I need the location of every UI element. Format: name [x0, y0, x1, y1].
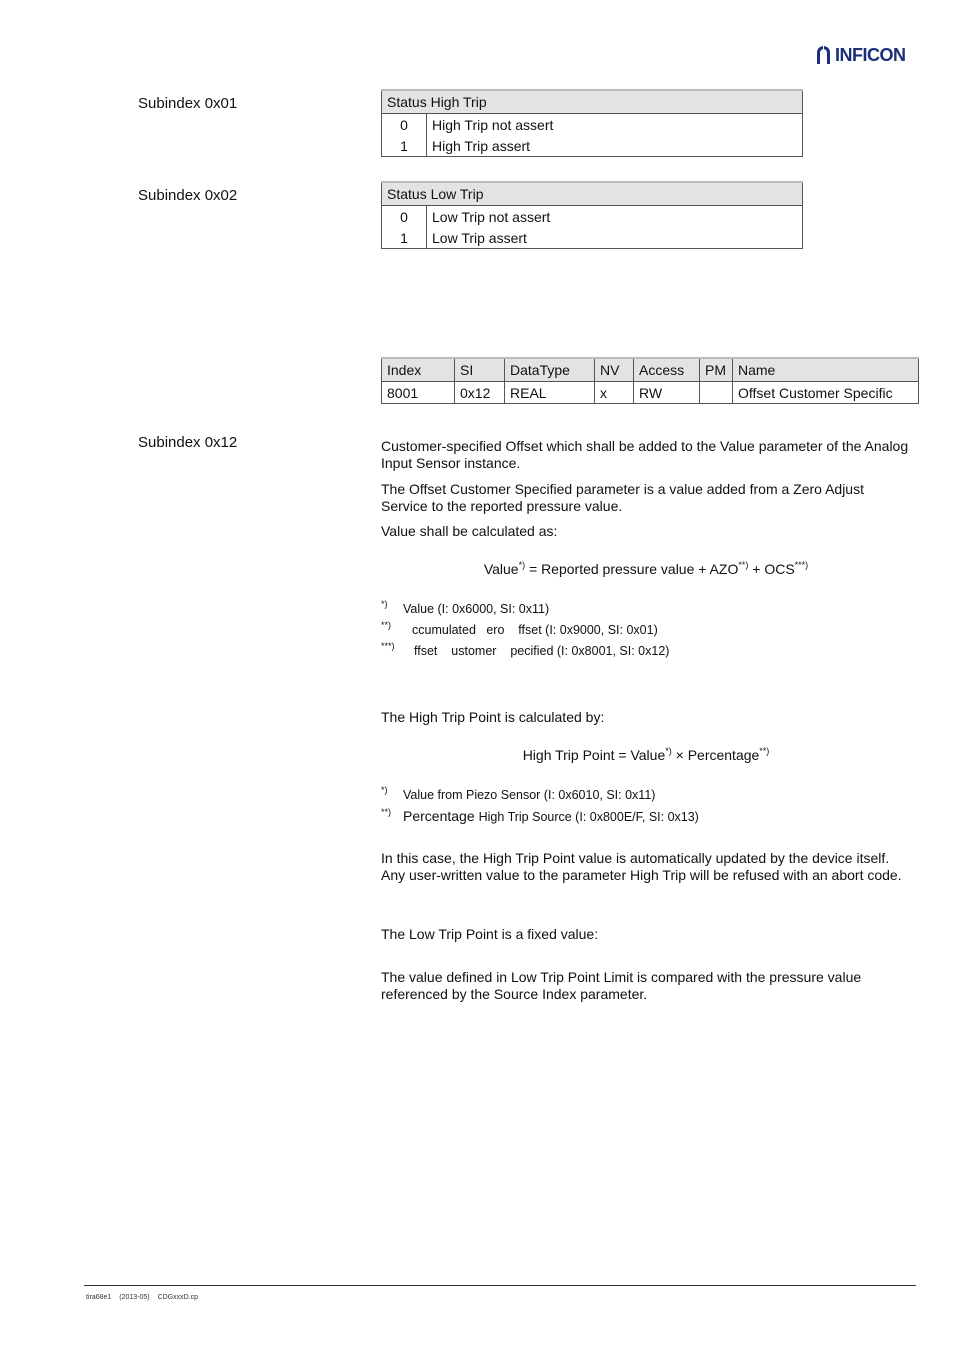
footnote-lead: Percentage: [403, 808, 475, 824]
footnote-text: High Trip Source (I: 0x800E/F, SI: 0x13): [478, 810, 699, 824]
footnote: [381, 641, 670, 658]
table-row: [382, 114, 803, 136]
table-cell: Low Trip assert: [432, 229, 527, 246]
table-cell: RW: [634, 382, 700, 404]
table-title: Status Low Trip: [382, 182, 803, 206]
paragraph: In this case, the High Trip Point value is automatically updated by the device itself. Any user-written value to the parameter High Trip will be refused with an abort code.: [381, 850, 902, 883]
table-cell: 1: [382, 135, 427, 157]
footnote-mark: *): [381, 599, 388, 609]
footnote-mark: **): [381, 807, 392, 817]
paragraph: The value defined in Low Trip Point Limit is compared with the pressure value referenced by the Source Index parameter.: [381, 969, 862, 1002]
footnote-mark: *): [518, 560, 526, 570]
footnote-mark: ***): [381, 641, 395, 651]
footnote-text: Value (I: 0x6000, SI: 0x11): [403, 602, 550, 616]
formula-text: Value: [483, 561, 519, 577]
footnote-text: ccumulated ero ffset (I: 0x9000, SI: 0x01): [412, 623, 658, 637]
column-header: Name: [733, 358, 919, 382]
status-high-trip-table: [381, 89, 803, 157]
table-cell: [700, 382, 733, 404]
value-formula: [381, 561, 911, 577]
column-header: Index: [382, 358, 455, 382]
subindex-0x12-label: Subindex 0x12: [138, 434, 238, 451]
table-row: [382, 382, 919, 404]
table-cell: 8001: [382, 382, 455, 404]
object-definition-table: [381, 357, 919, 404]
formula-text: = Reported pressure value + AZO: [525, 561, 739, 577]
column-header: SI: [455, 358, 505, 382]
footer-rule: [84, 1285, 916, 1286]
table-cell: 0x12: [455, 382, 505, 404]
table-cell: 0: [382, 114, 427, 136]
table-cell: Offset Customer Specific: [733, 382, 919, 404]
subindex-0x01-label: Subindex 0x01: [138, 95, 238, 112]
table-row: [382, 135, 803, 157]
footnote-mark: *): [665, 746, 672, 756]
footnote: [381, 785, 656, 802]
paragraph: The High Trip Point is calculated by:: [381, 709, 605, 725]
subindex-0x02-label: Subindex 0x02: [138, 187, 238, 204]
inficon-logo: [813, 44, 906, 66]
table-cell: High Trip not assert: [432, 116, 554, 133]
footer-doc-id: tira68e1: [86, 1294, 112, 1301]
footer-date: (2013-05): [119, 1294, 150, 1301]
column-header: Access: [634, 358, 700, 382]
table-cell: x: [595, 382, 634, 404]
footnote: [381, 620, 658, 637]
high-trip-formula: [381, 747, 911, 763]
table-cell: 0: [382, 206, 427, 228]
footnote-text: Value from Piezo Sensor (I: 0x6010, SI: 0x11): [403, 788, 656, 802]
footer-file: CDGxxxD.cp: [157, 1294, 199, 1301]
inficon-logo-mark-icon: [813, 44, 833, 66]
column-header: DataType: [505, 358, 595, 382]
footnote: [381, 599, 550, 616]
footnote-mark: **): [738, 560, 749, 570]
formula-text: + OCS: [748, 561, 795, 577]
table-header-row: [382, 358, 919, 382]
table-cell: Low Trip not assert: [432, 208, 551, 225]
paragraph: The Low Trip Point is a fixed value:: [381, 926, 599, 942]
formula-text: High Trip Point = Value: [522, 747, 666, 763]
footnote-mark: **): [759, 746, 770, 756]
footnote-mark: ***): [794, 560, 809, 570]
table-row: [382, 227, 803, 249]
footnote: [381, 808, 699, 824]
column-header: NV: [595, 358, 634, 382]
table-cell: REAL: [505, 382, 595, 404]
footnote-text: ffset ustomer pecified (I: 0x8001, SI: 0x12): [414, 644, 670, 658]
column-header: PM: [700, 358, 733, 382]
footnote-mark: *): [381, 785, 388, 795]
status-low-trip-table: [381, 181, 803, 249]
paragraph: The Offset Customer Specified parameter is a value added from a Zero Adjust Service to the reported pressure value.: [381, 481, 864, 514]
paragraph: Value shall be calculated as:: [381, 523, 558, 539]
footer: [86, 1294, 198, 1301]
footnote-mark: **): [381, 620, 392, 630]
paragraph: Customer-specified Offset which shall be added to the Value parameter of the Analog Input Sensor instance.: [381, 438, 909, 471]
table-cell: 1: [382, 227, 427, 249]
table-title: Status High Trip: [382, 90, 803, 114]
logo-text: INFICON: [835, 44, 906, 65]
table-cell: High Trip assert: [432, 137, 531, 154]
table-row: [382, 206, 803, 228]
formula-text: × Percentage: [671, 747, 760, 763]
